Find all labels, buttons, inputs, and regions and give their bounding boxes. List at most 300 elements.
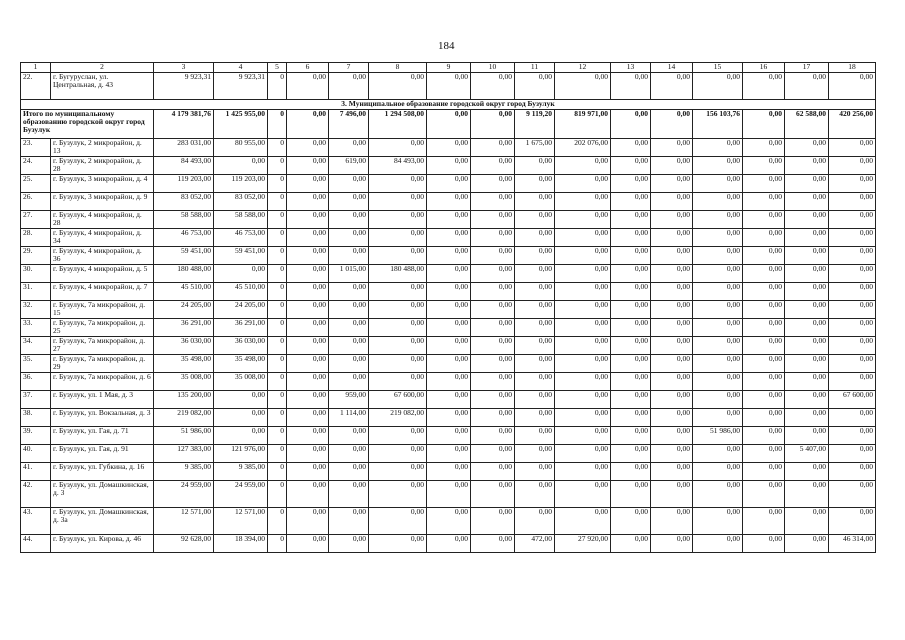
address-cell: г. Бузулук, 2 микрорайон, д. 28 xyxy=(51,157,154,175)
value-cell: 0,00 xyxy=(829,355,876,373)
address-cell: г. Бугуруслан, ул. Центральная, д. 43 xyxy=(51,73,154,100)
row-number-cell: 28. xyxy=(21,229,51,247)
total-value-cell: 7 496,00 xyxy=(329,110,369,139)
value-cell: 0,00 xyxy=(829,265,876,283)
value-cell: 0,00 xyxy=(693,211,743,229)
value-cell: 0,00 xyxy=(693,301,743,319)
value-cell: 180 488,00 xyxy=(154,265,214,283)
value-cell: 180 488,00 xyxy=(369,265,427,283)
value-cell: 0,00 xyxy=(369,508,427,535)
total-label: Итого по муниципальному образованию городской округ город Бузулук xyxy=(21,110,154,139)
value-cell: 35 498,00 xyxy=(214,355,268,373)
value-cell: 0,00 xyxy=(369,247,427,265)
value-cell: 0,00 xyxy=(427,301,471,319)
value-cell: 0,00 xyxy=(427,535,471,553)
value-cell: 0,00 xyxy=(329,463,369,481)
value-cell: 0,00 xyxy=(515,229,555,247)
value-cell: 0 xyxy=(268,445,287,463)
value-cell: 0,00 xyxy=(369,445,427,463)
value-cell: 0,00 xyxy=(829,211,876,229)
table-row xyxy=(21,247,876,265)
value-cell: 0 xyxy=(268,265,287,283)
total-value-cell: 0 xyxy=(268,110,287,139)
value-cell: 0,00 xyxy=(369,427,427,445)
value-cell: 0,00 xyxy=(829,481,876,508)
value-cell: 0,00 xyxy=(329,211,369,229)
value-cell: 46 314,00 xyxy=(829,535,876,553)
value-cell: 0,00 xyxy=(651,409,693,427)
table-row xyxy=(21,193,876,211)
value-cell: 0,00 xyxy=(329,481,369,508)
value-cell: 0,00 xyxy=(471,211,515,229)
value-cell: 0,00 xyxy=(743,283,785,301)
address-cell: г. Бузулук, 7а микрорайон, д. 25 xyxy=(51,319,154,337)
value-cell: 51 986,00 xyxy=(693,427,743,445)
value-cell: 0,00 xyxy=(785,463,829,481)
value-cell: 92 628,00 xyxy=(154,535,214,553)
value-cell: 0,00 xyxy=(427,175,471,193)
value-cell: 0,00 xyxy=(651,139,693,157)
value-cell: 219 082,00 xyxy=(154,409,214,427)
value-cell: 51 986,00 xyxy=(154,427,214,445)
value-cell: 0 xyxy=(268,175,287,193)
value-cell: 0,00 xyxy=(651,319,693,337)
value-cell: 58 588,00 xyxy=(154,211,214,229)
table-row xyxy=(21,481,876,508)
value-cell: 0 xyxy=(268,337,287,355)
value-cell: 0,00 xyxy=(287,229,329,247)
value-cell: 0,00 xyxy=(555,193,611,211)
value-cell: 0,00 xyxy=(693,319,743,337)
total-row xyxy=(21,110,876,139)
value-cell: 0,00 xyxy=(651,427,693,445)
value-cell: 0,00 xyxy=(743,481,785,508)
value-cell: 0,00 xyxy=(651,265,693,283)
table-row xyxy=(21,139,876,157)
row-number-cell: 42. xyxy=(21,481,51,508)
value-cell: 0,00 xyxy=(611,319,651,337)
value-cell: 0,00 xyxy=(555,319,611,337)
value-cell: 0,00 xyxy=(287,481,329,508)
value-cell: 0,00 xyxy=(829,193,876,211)
value-cell: 0,00 xyxy=(427,445,471,463)
value-cell: 0,00 xyxy=(693,157,743,175)
row-number-cell: 27. xyxy=(21,211,51,229)
address-cell: г. Бузулук, 4 микрорайон, д. 34 xyxy=(51,229,154,247)
value-cell: 35 008,00 xyxy=(214,373,268,391)
row-number-cell: 24. xyxy=(21,157,51,175)
value-cell: 0,00 xyxy=(427,409,471,427)
value-cell: 0,00 xyxy=(651,229,693,247)
value-cell: 0 xyxy=(268,463,287,481)
value-cell: 35 008,00 xyxy=(154,373,214,391)
value-cell: 0,00 xyxy=(427,229,471,247)
value-cell: 0,00 xyxy=(471,193,515,211)
value-cell: 0 xyxy=(268,139,287,157)
value-cell: 0,00 xyxy=(427,463,471,481)
value-cell: 0,00 xyxy=(329,319,369,337)
value-cell: 0,00 xyxy=(471,265,515,283)
value-cell: 0,00 xyxy=(369,73,427,100)
value-cell: 0,00 xyxy=(611,283,651,301)
value-cell: 0,00 xyxy=(611,373,651,391)
address-cell: г. Бузулук, 3 микрорайон, д. 9 xyxy=(51,193,154,211)
value-cell: 35 498,00 xyxy=(154,355,214,373)
value-cell: 0,00 xyxy=(287,337,329,355)
value-cell: 36 291,00 xyxy=(214,319,268,337)
value-cell: 0,00 xyxy=(427,391,471,409)
value-cell: 58 588,00 xyxy=(214,211,268,229)
value-cell: 0,00 xyxy=(785,211,829,229)
value-cell: 24 959,00 xyxy=(214,481,268,508)
value-cell: 0 xyxy=(268,193,287,211)
value-cell: 0,00 xyxy=(515,73,555,100)
value-cell: 0,00 xyxy=(369,373,427,391)
value-cell: 0,00 xyxy=(515,463,555,481)
value-cell: 0,00 xyxy=(829,373,876,391)
column-number-cell: 6 xyxy=(287,63,329,73)
value-cell: 0,00 xyxy=(651,391,693,409)
value-cell: 0,00 xyxy=(743,193,785,211)
section-title: 3. Муниципальное образование городской округ город Бузулук xyxy=(21,100,876,110)
value-cell: 0,00 xyxy=(693,355,743,373)
value-cell: 0 xyxy=(268,301,287,319)
value-cell: 0,00 xyxy=(651,355,693,373)
row-number-cell: 44. xyxy=(21,535,51,553)
value-cell: 0,00 xyxy=(369,229,427,247)
value-cell: 0,00 xyxy=(785,355,829,373)
value-cell: 0,00 xyxy=(515,427,555,445)
table-row xyxy=(21,535,876,553)
table-row xyxy=(21,229,876,247)
value-cell: 5 407,00 xyxy=(785,445,829,463)
value-cell: 0,00 xyxy=(743,445,785,463)
value-cell: 119 203,00 xyxy=(214,175,268,193)
value-cell: 0,00 xyxy=(555,481,611,508)
value-cell: 84 493,00 xyxy=(154,157,214,175)
address-cell: г. Бузулук, ул. Губкина, д. 16 xyxy=(51,463,154,481)
address-cell: г. Бузулук, ул. Домашкинская, д. 3а xyxy=(51,508,154,535)
value-cell: 0,00 xyxy=(515,283,555,301)
address-cell: г. Бузулук, 2 микрорайон, д. 13 xyxy=(51,139,154,157)
address-cell: г. Бузулук, 7а микрорайон, д. 29 xyxy=(51,355,154,373)
value-cell: 0,00 xyxy=(743,508,785,535)
row-number-cell: 33. xyxy=(21,319,51,337)
value-cell: 0,00 xyxy=(287,427,329,445)
value-cell: 0 xyxy=(268,73,287,100)
value-cell: 127 383,00 xyxy=(154,445,214,463)
value-cell: 0,00 xyxy=(611,193,651,211)
value-cell: 59 451,00 xyxy=(154,247,214,265)
value-cell: 0,00 xyxy=(515,481,555,508)
value-cell: 67 600,00 xyxy=(369,391,427,409)
value-cell: 0,00 xyxy=(651,535,693,553)
row-number-cell: 40. xyxy=(21,445,51,463)
value-cell: 0,00 xyxy=(651,445,693,463)
value-cell: 0,00 xyxy=(743,535,785,553)
value-cell: 219 082,00 xyxy=(369,409,427,427)
value-cell: 0 xyxy=(268,535,287,553)
value-cell: 472,00 xyxy=(515,535,555,553)
value-cell: 0,00 xyxy=(427,508,471,535)
value-cell: 0,00 xyxy=(785,508,829,535)
value-cell: 0,00 xyxy=(555,337,611,355)
value-cell: 0,00 xyxy=(287,175,329,193)
row-number-cell: 22. xyxy=(21,73,51,100)
value-cell: 0,00 xyxy=(743,319,785,337)
value-cell: 0,00 xyxy=(471,391,515,409)
column-number-row xyxy=(21,63,876,73)
value-cell: 0,00 xyxy=(555,247,611,265)
value-cell: 0,00 xyxy=(785,247,829,265)
table-row xyxy=(21,427,876,445)
value-cell: 0,00 xyxy=(743,463,785,481)
value-cell: 0,00 xyxy=(651,373,693,391)
value-cell: 0,00 xyxy=(471,283,515,301)
value-cell: 0,00 xyxy=(743,373,785,391)
total-value-cell: 1 294 508,00 xyxy=(369,110,427,139)
value-cell: 0,00 xyxy=(214,427,268,445)
value-cell: 0,00 xyxy=(515,319,555,337)
value-cell: 0,00 xyxy=(287,211,329,229)
value-cell: 0,00 xyxy=(427,265,471,283)
value-cell: 0,00 xyxy=(785,535,829,553)
value-cell: 0,00 xyxy=(555,301,611,319)
value-cell: 0,00 xyxy=(693,73,743,100)
value-cell: 24 959,00 xyxy=(154,481,214,508)
value-cell: 0,00 xyxy=(329,427,369,445)
value-cell: 0,00 xyxy=(369,175,427,193)
total-value-cell: 0,00 xyxy=(287,110,329,139)
value-cell: 0,00 xyxy=(555,445,611,463)
value-cell: 121 976,00 xyxy=(214,445,268,463)
table-row xyxy=(21,283,876,301)
address-cell: г. Бузулук, 4 микрорайон, д. 5 xyxy=(51,265,154,283)
value-cell: 0,00 xyxy=(471,157,515,175)
value-cell: 0,00 xyxy=(214,265,268,283)
value-cell: 0,00 xyxy=(329,73,369,100)
value-cell: 0,00 xyxy=(693,373,743,391)
value-cell: 0,00 xyxy=(829,283,876,301)
value-cell: 1 114,00 xyxy=(329,409,369,427)
value-cell: 0 xyxy=(268,157,287,175)
value-cell: 0,00 xyxy=(471,319,515,337)
value-cell: 0,00 xyxy=(471,301,515,319)
value-cell: 0,00 xyxy=(427,373,471,391)
column-number-cell: 1 xyxy=(21,63,51,73)
value-cell: 0,00 xyxy=(471,337,515,355)
value-cell: 0,00 xyxy=(555,508,611,535)
value-cell: 0,00 xyxy=(693,535,743,553)
value-cell: 0,00 xyxy=(471,535,515,553)
value-cell: 0,00 xyxy=(369,283,427,301)
column-number-cell: 9 xyxy=(427,63,471,73)
table-row xyxy=(21,301,876,319)
value-cell: 0,00 xyxy=(214,157,268,175)
value-cell: 0,00 xyxy=(611,265,651,283)
value-cell: 0,00 xyxy=(611,73,651,100)
value-cell: 0,00 xyxy=(611,391,651,409)
value-cell: 46 753,00 xyxy=(214,229,268,247)
column-number-cell: 11 xyxy=(515,63,555,73)
value-cell: 0,00 xyxy=(369,337,427,355)
value-cell: 0,00 xyxy=(555,427,611,445)
value-cell: 135 200,00 xyxy=(154,391,214,409)
column-number-cell: 7 xyxy=(329,63,369,73)
value-cell: 0,00 xyxy=(651,481,693,508)
value-cell: 0,00 xyxy=(785,481,829,508)
value-cell: 0,00 xyxy=(651,301,693,319)
value-cell: 0,00 xyxy=(214,391,268,409)
value-cell: 0,00 xyxy=(693,445,743,463)
value-cell: 0 xyxy=(268,481,287,508)
value-cell: 0,00 xyxy=(611,409,651,427)
value-cell: 0,00 xyxy=(329,445,369,463)
value-cell: 0,00 xyxy=(829,319,876,337)
value-cell: 0,00 xyxy=(743,391,785,409)
value-cell: 0,00 xyxy=(369,211,427,229)
value-cell: 0,00 xyxy=(427,283,471,301)
value-cell: 0,00 xyxy=(651,508,693,535)
row-number-cell: 25. xyxy=(21,175,51,193)
value-cell: 0,00 xyxy=(693,391,743,409)
value-cell: 1 675,00 xyxy=(515,139,555,157)
value-cell: 0,00 xyxy=(287,157,329,175)
row-number-cell: 29. xyxy=(21,247,51,265)
value-cell: 59 451,00 xyxy=(214,247,268,265)
value-cell: 0,00 xyxy=(287,373,329,391)
value-cell: 0,00 xyxy=(287,301,329,319)
value-cell: 0,00 xyxy=(693,463,743,481)
value-cell: 0,00 xyxy=(785,193,829,211)
value-cell: 0,00 xyxy=(829,337,876,355)
value-cell: 0,00 xyxy=(611,229,651,247)
value-cell: 0,00 xyxy=(785,175,829,193)
value-cell: 0,00 xyxy=(515,247,555,265)
row-number-cell: 32. xyxy=(21,301,51,319)
table-row xyxy=(21,355,876,373)
value-cell: 0,00 xyxy=(743,427,785,445)
value-cell: 619,00 xyxy=(329,157,369,175)
table-row xyxy=(21,157,876,175)
value-cell: 0,00 xyxy=(329,535,369,553)
value-cell: 0,00 xyxy=(829,445,876,463)
column-number-cell: 2 xyxy=(51,63,154,73)
value-cell: 0,00 xyxy=(555,157,611,175)
value-cell: 0,00 xyxy=(555,409,611,427)
row-number-cell: 35. xyxy=(21,355,51,373)
value-cell: 0,00 xyxy=(515,409,555,427)
value-cell: 0,00 xyxy=(555,265,611,283)
value-cell: 0,00 xyxy=(743,337,785,355)
table-row xyxy=(21,265,876,283)
value-cell: 0,00 xyxy=(693,139,743,157)
value-cell: 0,00 xyxy=(693,283,743,301)
value-cell: 283 031,00 xyxy=(154,139,214,157)
total-value-cell: 62 588,00 xyxy=(785,110,829,139)
value-cell: 67 600,00 xyxy=(829,391,876,409)
value-cell: 0,00 xyxy=(611,463,651,481)
value-cell: 0,00 xyxy=(287,355,329,373)
value-cell: 0,00 xyxy=(785,157,829,175)
value-cell: 27 920,00 xyxy=(555,535,611,553)
table-row xyxy=(21,175,876,193)
value-cell: 0,00 xyxy=(611,211,651,229)
value-cell: 0,00 xyxy=(471,229,515,247)
value-cell: 0,00 xyxy=(829,139,876,157)
value-cell: 0,00 xyxy=(651,463,693,481)
value-cell: 0,00 xyxy=(515,211,555,229)
value-cell: 0,00 xyxy=(369,535,427,553)
row-number-cell: 37. xyxy=(21,391,51,409)
value-cell: 0,00 xyxy=(693,508,743,535)
address-cell: г. Бузулук, 7а микрорайон, д. 15 xyxy=(51,301,154,319)
value-cell: 84 493,00 xyxy=(369,157,427,175)
value-cell: 0,00 xyxy=(515,337,555,355)
value-cell: 202 076,00 xyxy=(555,139,611,157)
total-value-cell: 4 179 381,76 xyxy=(154,110,214,139)
total-value-cell: 1 425 955,00 xyxy=(214,110,268,139)
value-cell: 0,00 xyxy=(287,265,329,283)
value-cell: 0 xyxy=(268,373,287,391)
value-cell: 0,00 xyxy=(287,319,329,337)
section-title-row xyxy=(21,100,876,110)
value-cell: 0,00 xyxy=(369,301,427,319)
value-cell: 0,00 xyxy=(329,283,369,301)
value-cell: 0,00 xyxy=(611,481,651,508)
column-number-cell: 5 xyxy=(268,63,287,73)
address-cell: г. Бузулук, 7а микрорайон, д. 27 xyxy=(51,337,154,355)
value-cell: 119 203,00 xyxy=(154,175,214,193)
table-row xyxy=(21,337,876,355)
address-cell: г. Бузулук, 4 микрорайон, д. 36 xyxy=(51,247,154,265)
value-cell: 0,00 xyxy=(214,409,268,427)
value-cell: 0,00 xyxy=(785,229,829,247)
address-cell: г. Бузулук, 4 микрорайон, д. 7 xyxy=(51,283,154,301)
value-cell: 0,00 xyxy=(611,301,651,319)
page-number: 184 xyxy=(438,40,455,52)
value-cell: 0,00 xyxy=(427,319,471,337)
table-row xyxy=(21,409,876,427)
value-cell: 0,00 xyxy=(471,481,515,508)
value-cell: 0,00 xyxy=(785,409,829,427)
column-number-cell: 12 xyxy=(555,63,611,73)
value-cell: 0,00 xyxy=(611,535,651,553)
value-cell: 0,00 xyxy=(555,283,611,301)
value-cell: 0,00 xyxy=(515,391,555,409)
address-cell: г. Бузулук, ул. Кирова, д. 46 xyxy=(51,535,154,553)
value-cell: 0,00 xyxy=(651,175,693,193)
total-value-cell: 156 103,76 xyxy=(693,110,743,139)
value-cell: 18 394,00 xyxy=(214,535,268,553)
value-cell: 0,00 xyxy=(785,283,829,301)
value-cell: 0 xyxy=(268,283,287,301)
value-cell: 0,00 xyxy=(471,355,515,373)
value-cell: 0,00 xyxy=(287,193,329,211)
value-cell: 0,00 xyxy=(651,73,693,100)
value-cell: 0,00 xyxy=(369,463,427,481)
value-cell: 0,00 xyxy=(427,337,471,355)
value-cell: 0,00 xyxy=(743,73,785,100)
value-cell: 83 052,00 xyxy=(214,193,268,211)
row-number-cell: 43. xyxy=(21,508,51,535)
value-cell: 0,00 xyxy=(287,73,329,100)
value-cell: 36 291,00 xyxy=(154,319,214,337)
value-cell: 0,00 xyxy=(471,247,515,265)
address-cell: г. Бузулук, ул. Вокзальная, д. 3 xyxy=(51,409,154,427)
value-cell: 0,00 xyxy=(287,463,329,481)
value-cell: 12 571,00 xyxy=(214,508,268,535)
